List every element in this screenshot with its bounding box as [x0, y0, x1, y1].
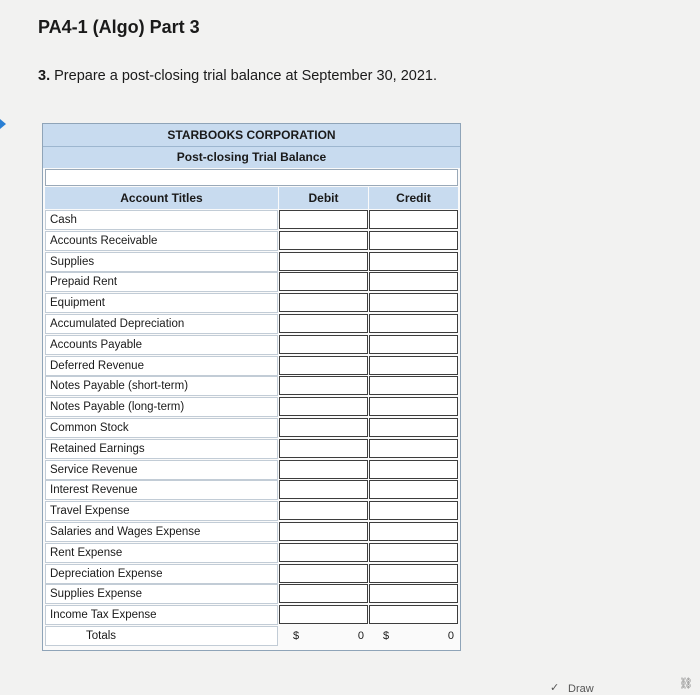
debit-input[interactable] [279, 439, 368, 458]
account-title: Notes Payable (short-term) [45, 376, 278, 396]
debit-header: Debit [279, 187, 368, 209]
credit-input[interactable] [369, 210, 458, 229]
instruction-number: 3. [38, 68, 51, 84]
debit-input[interactable] [279, 543, 368, 562]
table-row [43, 543, 460, 564]
draw-button[interactable]: Draw [568, 683, 594, 695]
table-row [43, 439, 460, 460]
credit-input[interactable] [369, 356, 458, 375]
credit-input[interactable] [369, 460, 458, 479]
statement-title: Post-closing Trial Balance [43, 147, 460, 168]
totals-debit [279, 626, 368, 646]
totals-cell [45, 626, 278, 646]
account-title: Interest Revenue [45, 480, 278, 500]
debit-input[interactable] [279, 564, 368, 583]
credit-input[interactable] [369, 272, 458, 291]
account-title: Service Revenue [45, 460, 278, 480]
debit-currency: $ [293, 630, 300, 642]
debit-input[interactable] [279, 272, 368, 291]
table-row [43, 418, 460, 439]
credit-total: 0 [447, 630, 454, 642]
credit-input[interactable] [369, 418, 458, 437]
account-title: Notes Payable (long-term) [45, 397, 278, 417]
account-title: Cash [45, 210, 278, 230]
debit-input[interactable] [279, 314, 368, 333]
credit-input[interactable] [369, 584, 458, 603]
account-title: Travel Expense [45, 501, 278, 521]
debit-input[interactable] [279, 418, 368, 437]
account-title: Common Stock [45, 418, 278, 438]
table-row [43, 293, 460, 314]
table-row [43, 335, 460, 356]
debit-input[interactable] [279, 584, 368, 603]
account-title: Rent Expense [45, 543, 278, 563]
credit-input[interactable] [369, 293, 458, 312]
debit-total: 0 [357, 630, 364, 642]
link-icon[interactable]: ⛓ [679, 678, 693, 690]
date-row [45, 169, 458, 186]
debit-input[interactable] [279, 210, 368, 229]
account-title: Supplies Expense [45, 584, 278, 604]
account-title: Deferred Revenue [45, 356, 278, 376]
table-row [43, 605, 460, 626]
credit-currency: $ [383, 630, 390, 642]
question-marker [0, 119, 6, 129]
table-row [43, 231, 460, 252]
credit-input[interactable] [369, 252, 458, 271]
account-title: Salaries and Wages Expense [45, 522, 278, 542]
table-row [43, 480, 460, 501]
instruction [38, 68, 437, 84]
debit-input[interactable] [279, 480, 368, 499]
company-name: STARBOOKS CORPORATION [43, 124, 460, 147]
account-title: Supplies [45, 252, 278, 272]
debit-input[interactable] [279, 522, 368, 541]
account-title: Prepaid Rent [45, 272, 278, 292]
table-row [43, 210, 460, 231]
table-row [43, 397, 460, 418]
credit-input[interactable] [369, 397, 458, 416]
credit-header: Credit [369, 187, 458, 209]
totals-row [43, 626, 460, 647]
table-row [43, 584, 460, 605]
totals-label: Totals [86, 630, 117, 642]
credit-input[interactable] [369, 439, 458, 458]
account-title: Accumulated Depreciation [45, 314, 278, 334]
credit-input[interactable] [369, 480, 458, 499]
debit-input[interactable] [279, 231, 368, 250]
debit-input[interactable] [279, 397, 368, 416]
debit-input[interactable] [279, 376, 368, 395]
table-row [43, 272, 460, 293]
debit-input[interactable] [279, 605, 368, 624]
table-row [43, 564, 460, 585]
debit-input[interactable] [279, 460, 368, 479]
account-title: Equipment [45, 293, 278, 313]
credit-input[interactable] [369, 335, 458, 354]
debit-input[interactable] [279, 335, 368, 354]
credit-input[interactable] [369, 314, 458, 333]
credit-input[interactable] [369, 376, 458, 395]
table-row [43, 460, 460, 481]
debit-input[interactable] [279, 252, 368, 271]
debit-input[interactable] [279, 293, 368, 312]
table-row [43, 314, 460, 335]
table-row [43, 376, 460, 397]
draw-check-icon: ✓ [550, 682, 560, 694]
account-title: Accounts Receivable [45, 231, 278, 251]
debit-input[interactable] [279, 356, 368, 375]
account-title: Accounts Payable [45, 335, 278, 355]
account-title: Depreciation Expense [45, 564, 278, 584]
credit-input[interactable] [369, 231, 458, 250]
table-row [43, 252, 460, 273]
account-title: Income Tax Expense [45, 605, 278, 625]
table-row [43, 356, 460, 377]
table-row [43, 522, 460, 543]
page-title: PA4-1 (Algo) Part 3 [38, 17, 200, 37]
credit-input[interactable] [369, 543, 458, 562]
table-row [43, 501, 460, 522]
credit-input[interactable] [369, 522, 458, 541]
credit-input[interactable] [369, 605, 458, 624]
credit-input[interactable] [369, 501, 458, 520]
account-title: Retained Earnings [45, 439, 278, 459]
instruction-text: Prepare a post-closing trial balance at September 30, 2021. [54, 68, 437, 84]
totals-credit [369, 626, 458, 646]
credit-input[interactable] [369, 564, 458, 583]
account-titles-header: Account Titles [45, 187, 278, 209]
debit-input[interactable] [279, 501, 368, 520]
trial-balance-worksheet [42, 123, 461, 651]
